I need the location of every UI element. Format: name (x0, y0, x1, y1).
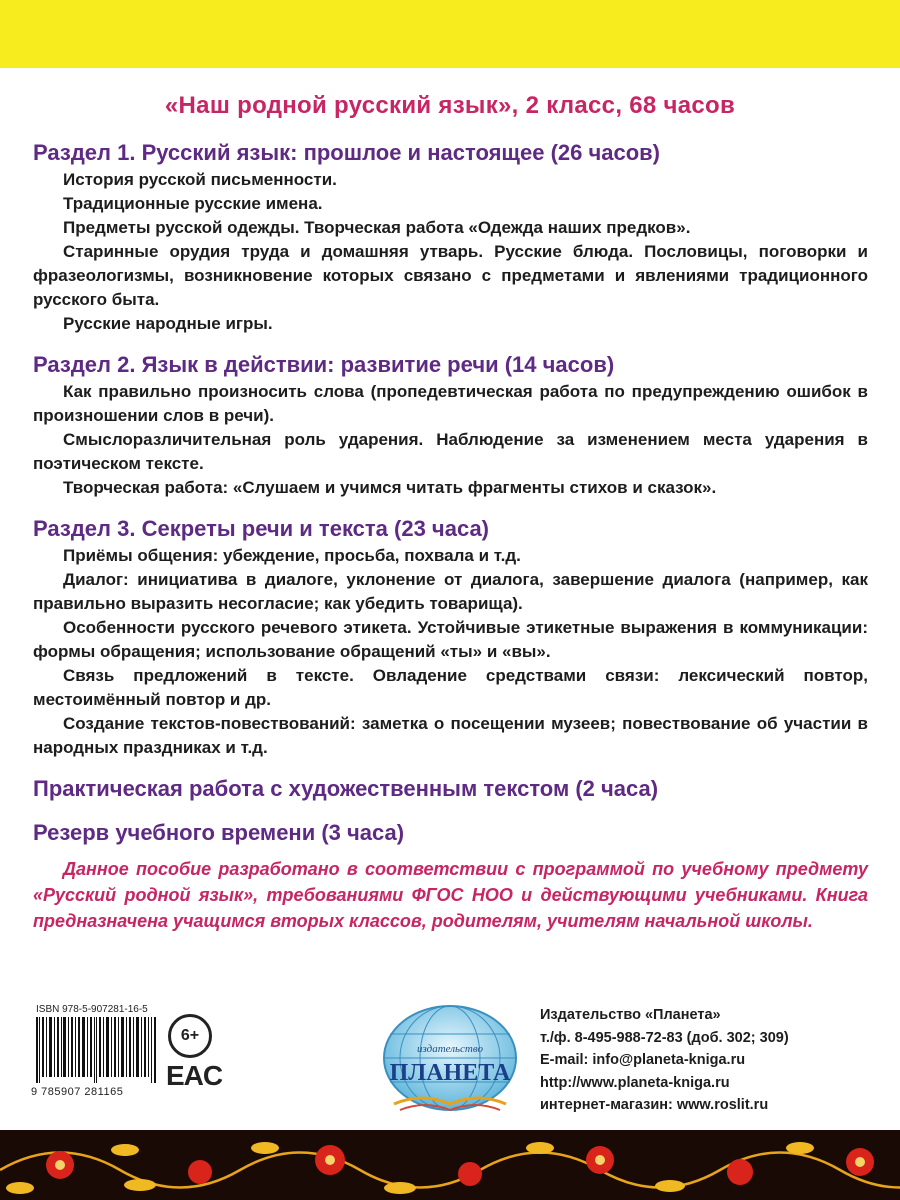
barcode (36, 1017, 156, 1083)
description-note: Данное пособие разработано в соответствии с программой по учебному предмету «Русский родной язык», требованиями ФГОС НОО и действующими учебниками. Книга предназначена учащимся вторых классов, родителям, учителям начальной школы. (33, 859, 868, 931)
publisher-email: E-mail: info@planeta-kniga.ru (540, 1052, 746, 1068)
paragraph: Предметы русской одежды. Творческая работа «Одежда наших предков». (63, 218, 691, 237)
publisher-shop: интернет-магазин: www.roslit.ru (540, 1097, 769, 1113)
page-title: «Наш родной русский язык», 2 класс, 68 часов (164, 92, 736, 119)
section-2 (33, 350, 868, 500)
paragraph: Диалог: инициатива в диалоге, уклонение от диалога, завершение диалога (например, как правильно выразить несогласие; как убедить товарища). (33, 570, 868, 613)
paragraph: Как правильно произносить слова (пропедевтическая работа по предупреждению ошибок в произношении слов в речи). (33, 382, 868, 425)
practical-work-heading: Практическая работа с художественным текстом (2 часа) (33, 776, 659, 801)
publisher-website: http://www.planeta-kniga.ru (540, 1074, 730, 1091)
paragraph: Приёмы общения: убеждение, просьба, похвала и т.д. (63, 546, 521, 565)
svg-text:издательство: издательство (416, 1043, 484, 1055)
eac-mark: EAC (166, 1060, 223, 1091)
barcode-number: 9 785907 281165 (31, 1086, 124, 1098)
top-yellow-bar (0, 0, 900, 68)
paragraph: Создание текстов-повествований: заметка о посещении музеев; повествование об участии в народных праздниках и т.д. (33, 714, 868, 757)
section-1 (33, 138, 868, 336)
publisher-name: Издательство «Планета» (540, 1007, 721, 1023)
svg-text:ПЛАНЕТА: ПЛАНЕТА (389, 1060, 511, 1086)
isbn-label: ISBN 978-5-907281-16-5 (36, 1004, 148, 1015)
paragraph: История русской письменности. (63, 170, 337, 189)
section-heading: Раздел 3. Секреты речи и текста (23 часа) (33, 516, 490, 541)
planeta-logo (370, 1000, 530, 1120)
paragraph: Связь предложений в тексте. Овладение средствами связи: лексический повтор, местоимённый повтор и др. (33, 666, 868, 709)
section-heading: Раздел 1. Русский язык: прошлое и настоящее (26 часов) (33, 140, 661, 165)
section-3 (33, 514, 868, 760)
publisher-phone: т./ф. 8-495-988-72-83 (доб. 302; 309) (540, 1029, 789, 1046)
paragraph: Творческая работа: «Слушаем и учимся читать фрагменты стихов и сказок». (63, 478, 717, 497)
khokhloma-ornament (0, 1130, 900, 1200)
paragraph: Старинные орудия труда и домашняя утварь. Русские блюда. Пословицы, поговорки и фразеологизмы, возникновение которых связано с предметами и явлениями традиционного русского быта. (33, 242, 868, 309)
reserve-time-heading: Резерв учебного времени (3 часа) (33, 820, 405, 845)
paragraph: Смыслоразличительная роль ударения. Наблюдение за изменением места ударения в поэтическом тексте. (33, 430, 868, 473)
paragraph: Русские народные игры. (63, 314, 273, 333)
age-rating-badge: 6+ (168, 1014, 212, 1058)
paragraph: Традиционные русские имена. (63, 194, 323, 213)
curriculum-content (33, 138, 868, 862)
paragraph: Особенности русского речевого этикета. Устойчивые этикетные выражения в коммуникации: формы обращения; использование обращений «ты» и «вы». (33, 618, 868, 661)
publisher-info (540, 1004, 890, 1117)
section-heading: Раздел 2. Язык в действии: развитие речи (14 часов) (33, 352, 615, 377)
